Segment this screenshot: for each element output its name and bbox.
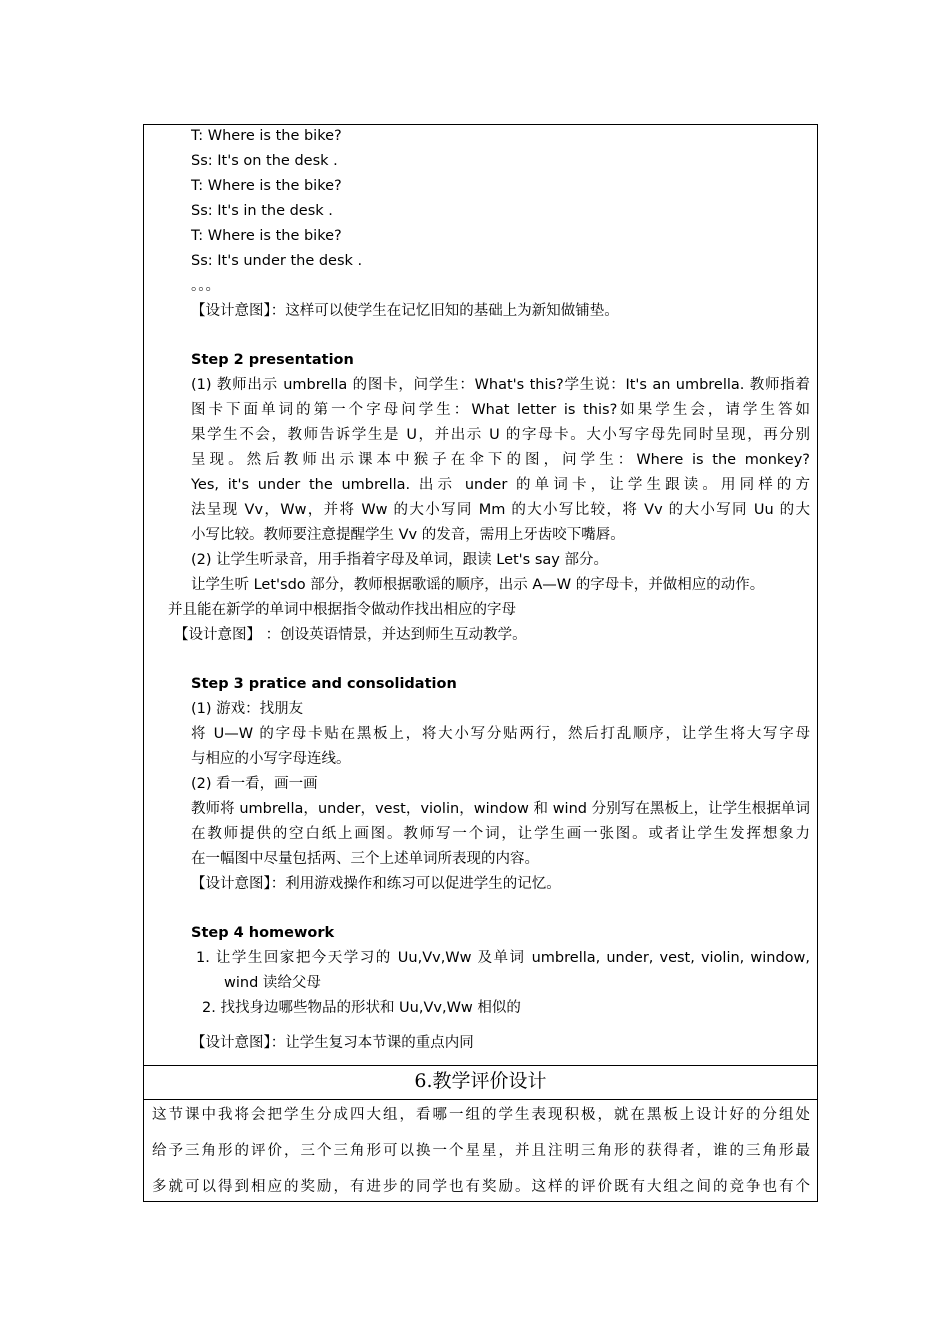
step-2-line: Yes, it's under the umbrella. 出示 under 的单词卡，让学生跟读。用同样的方 bbox=[191, 477, 810, 493]
draw-title: (2) 看一看，画一画 bbox=[191, 776, 318, 792]
draw-line: 教师将 umbrella，under，vest，violin，window 和 wind 分别写在黑板上，让学生根据单词 bbox=[191, 801, 810, 817]
design-intent-2: 【设计意图】 ：创设英语情景，并达到师生互动教学。 bbox=[174, 627, 527, 643]
step-4-title: Step 4 homework bbox=[191, 925, 335, 941]
draw-line: 在教师提供的空白纸上画图。教师写一个词，让学生画一张图。或者让学生发挥想象力 bbox=[191, 826, 810, 842]
evaluation-line: 多就可以得到相应的奖励，有进步的同学也有奖励。这样的评价既有大组之间的竞争也有个 bbox=[152, 1179, 810, 1195]
ellipsis: 。。。 bbox=[191, 278, 220, 294]
dialogue-line: T: Where is the bike? bbox=[191, 228, 342, 244]
design-intent-4: 【设计意图】：让学生复习本节课的重点内同 bbox=[191, 1035, 474, 1051]
step-2-line: 呈现。然后教师出示课本中猴子在伞下的图，问学生：Where is the monkey? bbox=[191, 452, 810, 468]
design-intent-3: 【设计意图】：利用游戏操作和练习可以促进学生的记忆。 bbox=[191, 876, 561, 892]
step-2-line: 小写比较。教师要注意提醒学生 Vv 的发音，需用上牙齿咬下嘴唇。 bbox=[191, 527, 625, 543]
dialogue-line: Ss: It's under the desk . bbox=[191, 253, 363, 269]
section-6-heading: 6.教学评价设计 bbox=[143, 1065, 818, 1100]
game-line: 将 U—W 的字母卡贴在黑板上，将大小写分贴两行，然后打乱顺序，让学生将大写字母 bbox=[191, 726, 810, 742]
evaluation-line: 给予三角形的评价，三个三角形可以换一个星星，并且注明三角形的获得者，谁的三角形最 bbox=[152, 1143, 810, 1159]
dialogue-line: Ss: It's on the desk . bbox=[191, 153, 338, 169]
dialogue-line: T: Where is the bike? bbox=[191, 178, 342, 194]
homework-item-2: 2. 找找身边哪些物品的形状和 Uu,Vv,Ww 相似的 bbox=[202, 1000, 521, 1016]
step-2-title: Step 2 presentation bbox=[191, 352, 354, 368]
dialogue-line: T: Where is the bike? bbox=[191, 128, 342, 144]
homework-item-1: 1. 让学生回家把今天学习的 Uu,Vv,Ww 及单词 umbrella, under, vest, violin, window, bbox=[196, 950, 810, 966]
draw-line: 在一幅图中尽量包括两、三个上述单词所表现的内容。 bbox=[191, 851, 539, 867]
step-2-line: (1) 教师出示 umbrella 的图卡，问学生：What's this?学生说：It's an umbrella. 教师指着 bbox=[191, 377, 810, 393]
step-3-title: Step 3 pratice and consolidation bbox=[191, 676, 457, 692]
step-2-listen: (2) 让学生听录音，用手指着字母及单词，跟读 Let's say 部分。 bbox=[191, 552, 608, 568]
game-title: (1) 游戏：找朋友 bbox=[191, 701, 304, 717]
step-2-line: 图卡下面单词的第一个字母问学生：What letter is this?如果学生会，请学生答如 bbox=[191, 402, 810, 418]
step-2-line: 法呈现 Vv，Ww，并将 Ww 的大小写同 Mm 的大小写比较，将 Vv 的大小写同 Uu 的大 bbox=[191, 502, 810, 518]
homework-item-1-cont: wind 读给父母 bbox=[224, 975, 321, 991]
step-2-line: 果学生不会，教师告诉学生是 U，并出示 U 的字母卡。大小写字母先同时呈现，再分别 bbox=[191, 427, 810, 443]
dialogue-line: Ss: It's in the desk . bbox=[191, 203, 333, 219]
design-intent-1: 【设计意图】：这样可以使学生在记忆旧知的基础上为新知做铺垫。 bbox=[191, 303, 619, 319]
evaluation-line: 这节课中我将会把学生分成四大组，看哪一组的学生表现积极，就在黑板上设计好的分组处 bbox=[152, 1107, 810, 1123]
step-2-letsdo: 让学生听 Let'sdo 部分，教师根据歌谣的顺序，出示 A—W 的字母卡，并做相应的动作。 bbox=[191, 577, 765, 593]
game-line: 与相应的小写字母连线。 bbox=[191, 751, 351, 767]
step-2-letsdo-cont: 并且能在新学的单词中根据指令做动作找出相应的字母 bbox=[168, 602, 516, 618]
